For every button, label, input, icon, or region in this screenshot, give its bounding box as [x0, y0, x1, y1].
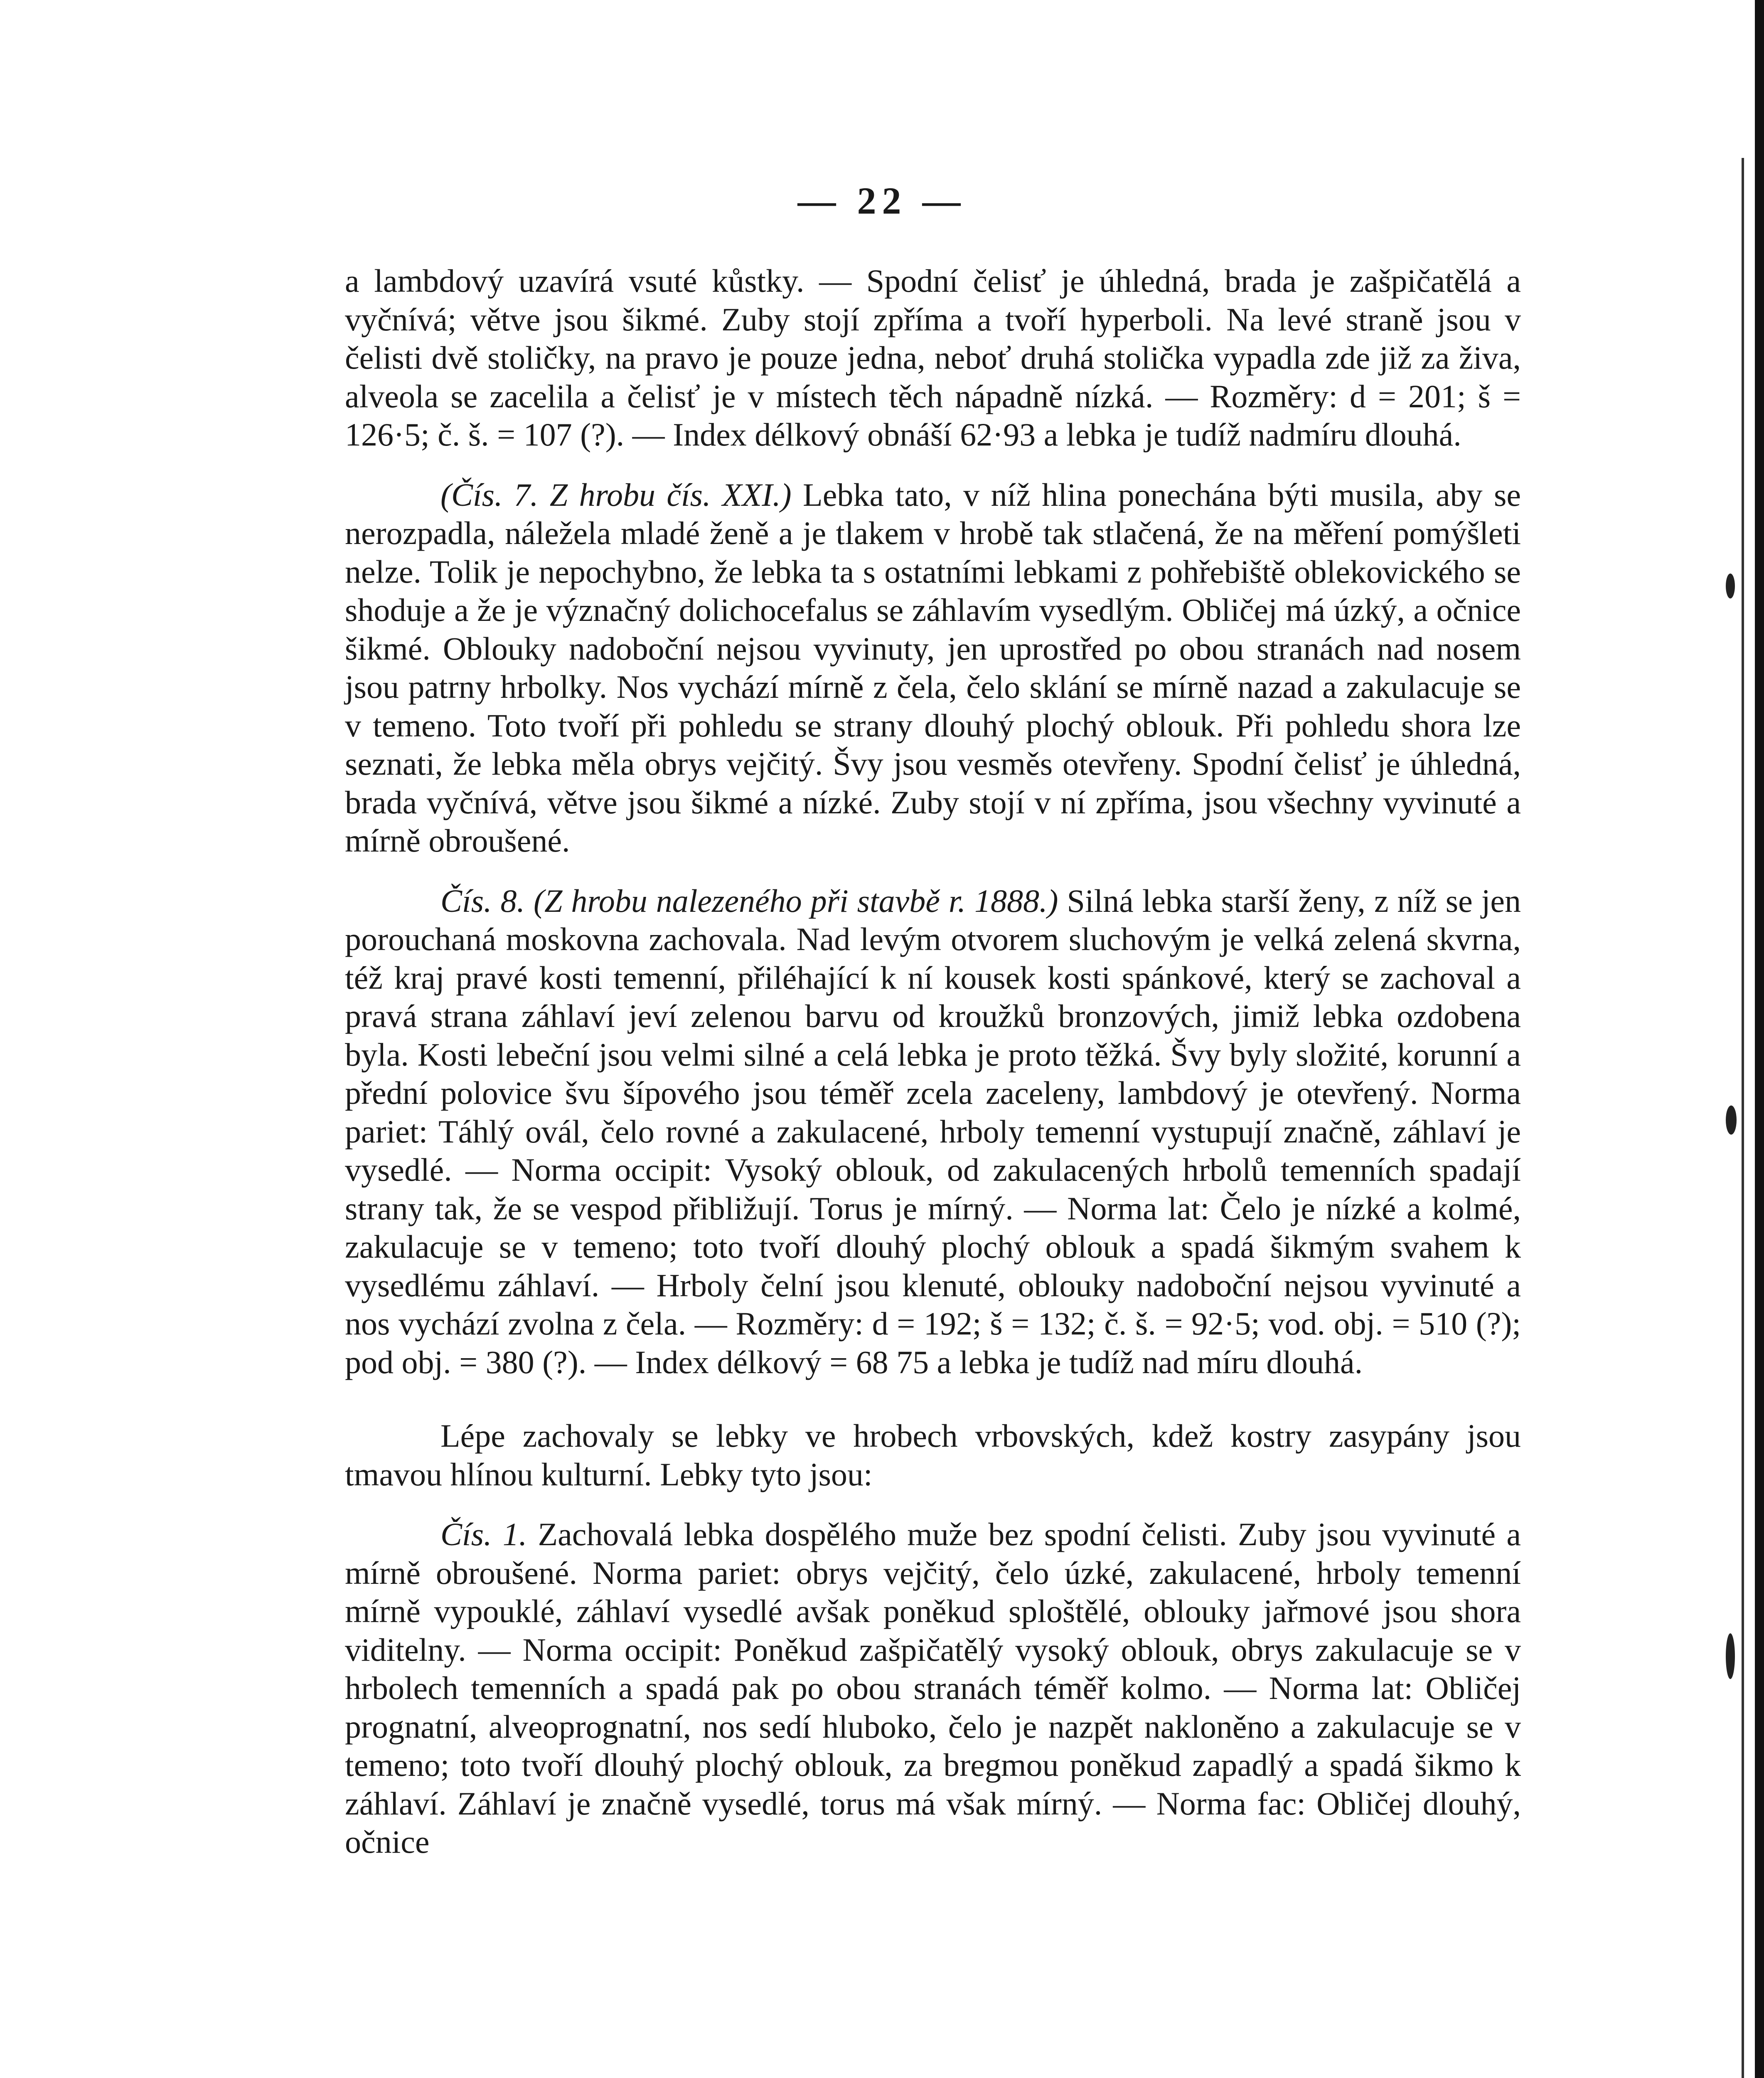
- paragraph-skull-7: [345, 476, 1521, 860]
- paragraph-vrbov-intro: [345, 1417, 1521, 1494]
- paragraph-text: Zachovalá lebka dospělého muže bez spodní čelisti. Zuby jsou vyvinuté a mírně obroušené. Norma pariet: obrys vejčitý, čelo úzké, zakulacené, hrboly temenní mírně vypouklé, záhlaví vysedlé avšak poněkud sploštělé, oblouky jařmové jsou shora viditelny. — Norma occipit: Poněkud zašpičatělý vysoký oblouk, obrys zakulacuje se v hrbolech temenních a spadá pak po obou stranách téměř kolmo. — Norma lat: Obličej prognatní, alveoprognatní, nos sedí hluboko, čelo je nazpět nakloněno a zakulacuje se v temeno; toto tvoří dlouhý plochý oblouk, za bregmou poněkud zapadlý a spadá šikmo k záhlaví. Záhlaví je značně vysedlé, torus má však mírný. — Norma fac: Obličej dlouhý, očnice: [345, 1516, 1521, 1860]
- paragraph-text: Lépe zachovaly se lebky ve hrobech vrbovských, kdež kostry zasypány jsou tmavou hlínou kulturní. Lebky tyto jsou:: [345, 1418, 1521, 1492]
- paragraph-skull-8: [345, 882, 1521, 1382]
- scan-edge-mark: [1726, 1105, 1737, 1135]
- scan-edge-mark: [1726, 1633, 1735, 1679]
- paragraph-vrbov-skull-1: [345, 1515, 1521, 1861]
- scan-right-edge: [1755, 0, 1764, 2078]
- paragraph-text: a lambdový uzavírá vsuté kůstky. — Spodní čelisť je úhledná, brada je zašpičatělá a vyčnívá; větve jsou šikmé. Zuby stojí zpříma a tvoří hyperboli. Na levé straně jsou v čelisti dvě stoličky, na pravo je pouze jedna, neboť druhá stolička vypadla zde již za živa, alveola se zacelila a čelisť je v místech těch nápadně nízká. — Rozměry: d = 201; š = 126·5; č. š. = 107 (?). — Index délkový obnáší 62·93 a lebka je tudíž nadmíru dlouhá.: [345, 263, 1521, 453]
- page-body: [345, 262, 1521, 1861]
- scan-edge-mark: [1726, 574, 1735, 598]
- paragraph-text: Silná lebka starší ženy, z níž se jen porouchaná moskovna zachovala. Nad levým otvorem sluchovým je velká zelená skvrna, též kraj pravé kosti temenní, přiléhající k ní kousek kosti spánkové, který se zachoval a pravá strana záhlaví jeví zelenou barvu od kroužků bronzových, jimiž lebka ozdobena byla. Kosti lebeční jsou velmi silné a celá lebka je proto těžká. Švy byly složité, korunní a přední polovice švu šípového jsou téměř zcela zaceleny, lambdový je otevřený. Norma pariet: Táhlý ovál, čelo rovné a zakulacené, hrboly temenní vystupují značně, záhlaví je vysedlé. — Norma occipit: Vysoký oblouk, od zakulacených hrbolů temenních spadají strany tak, že se vespod přibližují. Torus je mírný. — Norma lat: Čelo je nízké a kolmé, zakulacuje se v temeno; toto tvoří dlouhý plochý oblouk a spadá šikmým svahem k vysedlému záhlaví. — Hrboly čelní jsou klenuté, oblouky nadoboční nejsou vyvinuté a nos vychází zvolna z čela. — Rozměry: d = 192; š = 132; č. š. = 92·5; vod. obj. = 510 (?); pod obj. = 380 (?). — Index délkový = 68 75 a lebka je tudíž nad míru dlouhá.: [345, 882, 1521, 1380]
- page-number: — 22 —: [797, 180, 967, 222]
- paragraph-heading: Čís. 8. (Z hrobu nalezeného při stavbě r. 1888.): [440, 882, 1058, 919]
- paragraph-heading: (Čís. 7. Z hrobu čís. XXI.): [440, 476, 792, 513]
- paragraph-text: Lebka tato, v níž hlina ponechána býti musila, aby se nerozpadla, náležela mladé ženě a je tlakem v hrobě tak stlačená, že na měření pomýšleti nelze. Tolik je nepochybno, že lebka ta s ostatními lebkami z pohřebiště oblekovického se shoduje a že je význačný dolichocefalus se záhlavím vysedlým. Obličej má úzký, a očnice šikmé. Oblouky nadoboční nejsou vyvinuty, jen uprostřed po obou stranách nad nosem jsou patrny hrbolky. Nos vychází mírně z čela, čelo sklání se mírně nazad a zakulacuje se v temeno. Toto tvoří při pohledu se strany dlouhý plochý oblouk. Při pohledu shora lze seznati, že lebka měla obrys vejčitý. Švy jsou vesměs otevřeny. Spodní čelisť je úhledná, brada vyčnívá, větve jsou šikmé a nízké. Zuby stojí v ní zpříma, jsou všechny vyvinuté a mírně obroušené.: [345, 476, 1521, 859]
- paragraph-continuation: [345, 262, 1521, 454]
- scan-inner-edge-line: [1742, 158, 1744, 2078]
- paragraph-heading: Čís. 1.: [440, 1516, 527, 1552]
